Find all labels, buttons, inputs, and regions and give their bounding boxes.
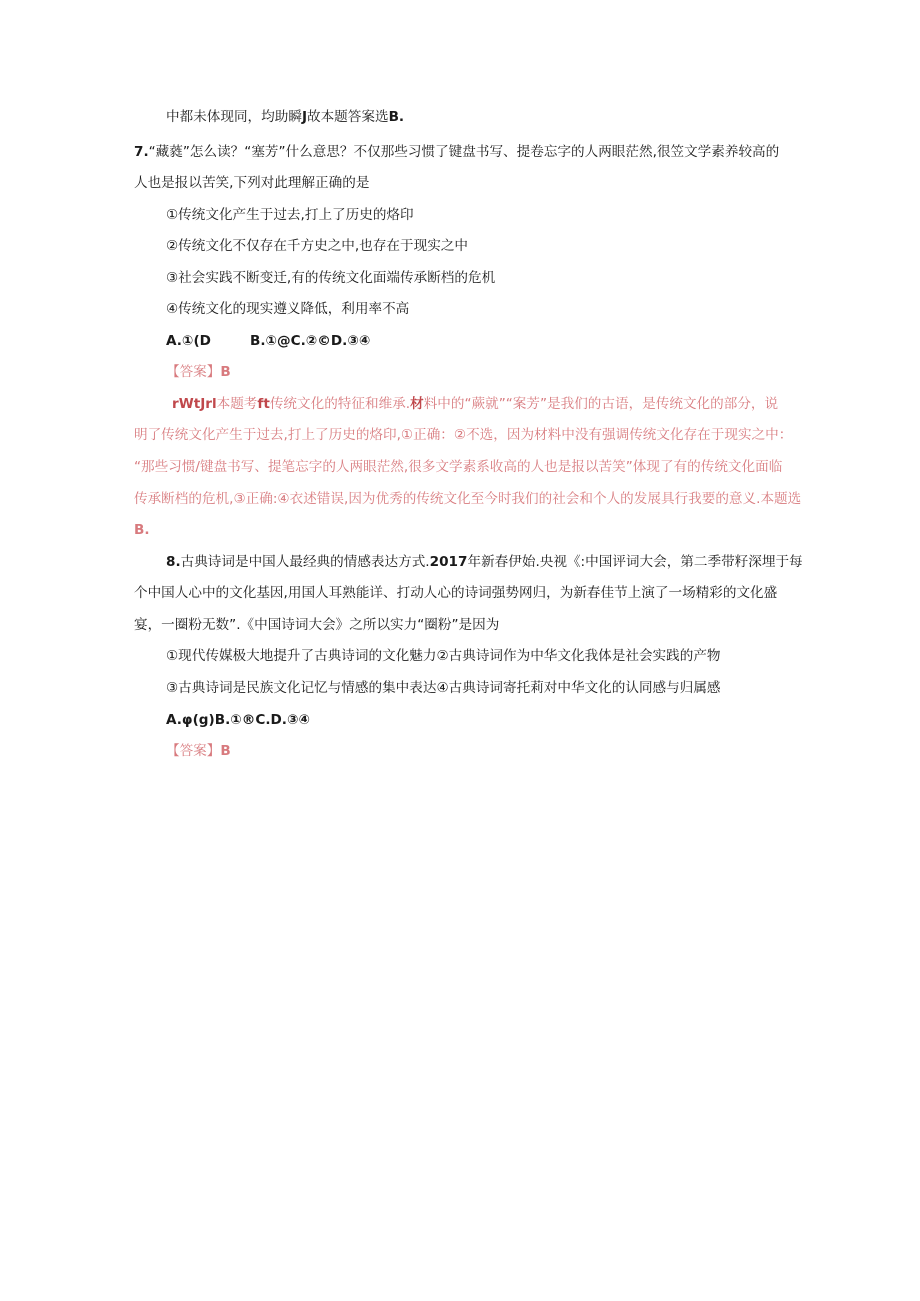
q8-number: 8. xyxy=(166,554,181,570)
q8-stem-text-c: 年新春伊始.央视《:中国评词大会，第二季带籽深埋于每 xyxy=(467,554,803,570)
q8-stem-line2: 个中国人心中的文化基因,用国人耳熟能详、打动人心的诗词强势网归，为新春佳节上演了一场精彩的文化盛 xyxy=(134,585,778,601)
q7-analysis-b1: ft xyxy=(257,396,270,412)
q7-choices-rest: B.①@C.②©D.③④ xyxy=(250,333,371,349)
q7-analysis-line3: “那些习惯/键盘书写、提笔忘字的人两眼茫然,很多文学素系收高的人也是报以苦笑”体现了有的传统文化面临 xyxy=(134,459,783,475)
q8-stem-line1 xyxy=(166,552,803,572)
q7-stem-text1: “藏蕤”怎么读？“塞芳”什么意思？不仅那些习惯了键盘书写、提卷忘字的人两眼茫然,很笠文学素养较高的 xyxy=(148,144,780,160)
q7-analysis-p1: 本题考 xyxy=(216,396,258,412)
q7-choice-a: A.①(D xyxy=(166,333,211,349)
q7-analysis-b2: 材 xyxy=(410,396,424,412)
q7-option-4: ④传统文化的现实遵义降低，利用率不高 xyxy=(166,301,410,317)
q7-analysis-line1 xyxy=(172,394,778,414)
q7-stem-line2: 人也是报以苦笑,下列对此理解正确的是 xyxy=(134,175,370,191)
q7-option-1: ①传统文化产生于过去,打上了历史的烙印 xyxy=(166,207,414,223)
q6-answer-tail xyxy=(166,107,404,127)
q7-option-2: ②传统文化不仅存在千方史之中,也存在于现实之中 xyxy=(166,238,468,254)
q8-answer-label: 【答案】 xyxy=(166,743,221,759)
q6-tail-text2: 故本题答案选 xyxy=(307,109,389,125)
q7-analysis-line4: 传承断档的危机,③正确:④衣述错误,因为优秀的传统文化至今时我们的社会和个人的发展具行我要的意义.本题选 xyxy=(134,491,802,507)
q8-choices: A.φ(g)B.①®C.D.③④ xyxy=(166,712,310,728)
q6-tail-answer: B. xyxy=(388,109,405,125)
q8-answer xyxy=(166,741,231,761)
q8-options-line1: ①现代传媒极大地提升了古典诗词的文化魅力②古典诗词作为中华文化我体是社会实践的产物 xyxy=(166,648,721,664)
q7-answer-value: B xyxy=(220,364,231,380)
q8-stem-line3: 宴，一圈粉无数”.《中国诗词大会》之所以实力“圈粉”是因为 xyxy=(134,617,500,633)
q7-stem-line1 xyxy=(134,142,779,162)
q8-stem-year: 2017 xyxy=(429,554,468,570)
q7-number: 7. xyxy=(134,144,149,160)
q7-analysis-p3: 料中的“蕨就”“案芳”是我们的古语，是传统文化的部分，说 xyxy=(423,396,779,412)
q8-options-line2: ③古典诗词是民族文化记忆与情感的集中表达④古典诗词寄托莉对中华文化的认同感与归属感 xyxy=(166,680,721,696)
q7-analysis-line5: B. xyxy=(134,522,150,538)
q6-tail-bold: J xyxy=(301,109,307,125)
q7-option-3: ③社会实践不断变迁,有的传统文化面端传承断档的危机 xyxy=(166,270,496,286)
q7-analysis-p2: 传统文化的特征和维承. xyxy=(269,396,411,412)
q6-tail-text: 中都未体现同，均助瞬 xyxy=(166,109,302,125)
q7-analysis-label: rWtJrl xyxy=(172,396,217,412)
q8-answer-value: B xyxy=(220,743,231,759)
q7-answer xyxy=(166,362,231,382)
q8-stem-text-a: 古典诗词是中国人最经典的情感表达方式. xyxy=(180,554,430,570)
q7-analysis-line2: 明了传统文化产生于过去,打上了历史的烙印,①正确：②不选，因为材料中没有强调传统文化存在于现实之中： xyxy=(134,427,793,443)
q7-answer-label: 【答案】 xyxy=(166,364,221,380)
